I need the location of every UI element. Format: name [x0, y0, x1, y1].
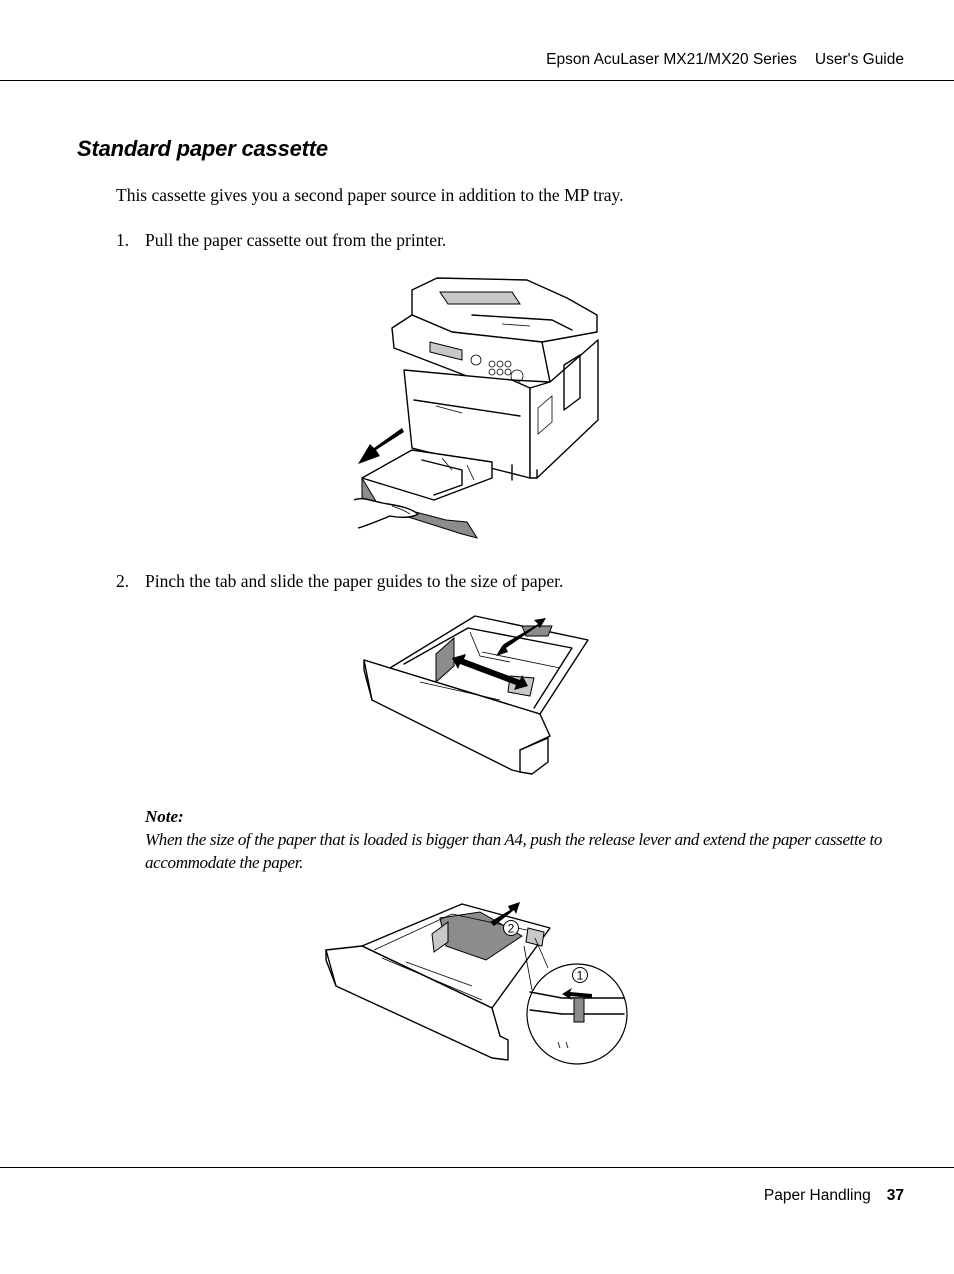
section-title: Standard paper cassette	[77, 136, 328, 161]
running-header	[546, 51, 904, 69]
magnifier-release-lever	[524, 938, 627, 1064]
figure-extend-cassette	[322, 898, 632, 1066]
cassette-illustration	[364, 616, 588, 774]
callout-2-label: 2	[507, 921, 515, 936]
note-label: Note:	[145, 807, 184, 826]
step-2	[116, 571, 563, 592]
callout-2	[504, 921, 519, 936]
printer-illustration	[392, 278, 598, 480]
header-rule	[0, 80, 954, 81]
step-1-number: 1.	[116, 230, 130, 250]
figure-paper-guides	[360, 612, 596, 778]
step-2-number: 2.	[116, 571, 130, 591]
running-footer	[764, 1187, 904, 1205]
figure-pull-cassette	[352, 270, 604, 542]
callout-1-label: 1	[576, 968, 584, 983]
intro-paragraph: This cassette gives you a second paper source in addition to the MP tray.	[116, 185, 624, 205]
cassette-illustration	[362, 450, 492, 538]
page-number: 37	[886, 1187, 904, 1204]
hand-illustration	[354, 499, 418, 528]
footer-rule	[0, 1167, 954, 1168]
step-1-text: Pull the paper cassette out from the printer.	[145, 230, 447, 250]
header-doc-title: User's Guide	[814, 51, 904, 68]
step-1	[116, 230, 446, 251]
note-text: When the size of the paper that is loaded is bigger than A4, push the release lever and extend the paper cassette to accommodate the paper.	[145, 830, 883, 872]
step-2-text: Pinch the tab and slide the paper guides to the size of paper.	[145, 571, 564, 591]
footer-chapter: Paper Handling	[763, 1187, 871, 1204]
callout-1	[573, 968, 588, 983]
header-product: Epson AcuLaser MX21/MX20 Series	[546, 51, 797, 68]
